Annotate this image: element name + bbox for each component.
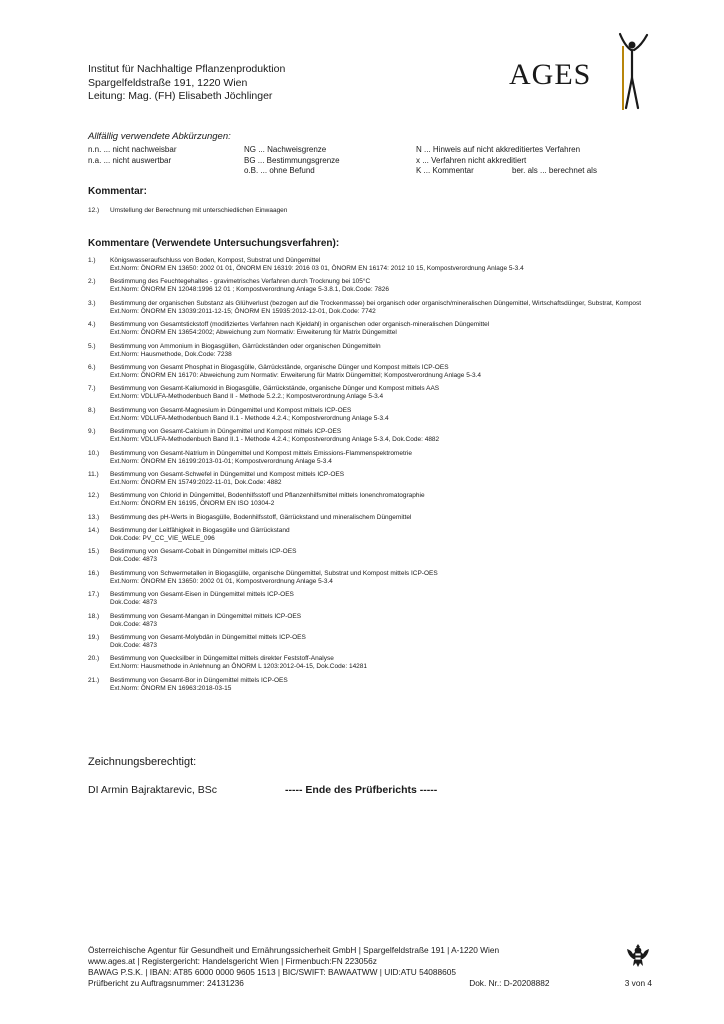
method-text — [110, 514, 688, 522]
method-num: 15.) — [88, 548, 100, 556]
abbr-item: x ... Verfahren nicht akkreditiert — [416, 155, 527, 165]
method-line: Bestimmung von Gesamt Phosphat in Biogasgülle, Gärrückstände, organische Dünger und Kompost mittels ICP-OES — [110, 363, 449, 371]
method-num: 2.) — [88, 278, 96, 286]
abbr-item: n.a. ... nicht auswertbar — [88, 155, 172, 165]
method-line: Königswasseraufschluss von Boden, Kompost, Substrat und Düngemittel — [110, 257, 321, 264]
method-num: 1.) — [88, 257, 96, 264]
abbr-item: o.B. ... ohne Befund — [244, 166, 315, 175]
method-line: Ext.Norm: Hausmethode in Anlehnung an ÖNORM L 1203:2012-04-15, Dok.Code: 14281 — [110, 663, 368, 671]
comment-title: Kommentar: — [88, 186, 147, 197]
footer-line-1: Österreichische Agentur für Gesundheit und Ernährungssicherheit GmbH | Spargelfeldstraße 191 | A-1220 Wien — [88, 945, 500, 955]
method-text — [110, 278, 688, 294]
method-line: Ext.Norm: ÖNORM EN 13039:2011-12-15; ÖNORM EN 15935:2012-12-01, Dok.Code: 7742 — [110, 307, 376, 315]
method-num: 13.) — [88, 513, 100, 521]
method-line: Bestimmung von Gesamtstickstoff (modifiziertes Verfahren nach Kjeldahl) in organischen oder organisch-mineralischen Düngemittel — [110, 321, 490, 329]
method-line: Ext.Norm: ÖNORM EN 13654:2002; Abweichung zum Normativ: Erweiterung für Matrix Düngemittel — [110, 329, 397, 337]
method-text — [110, 257, 688, 273]
footer — [88, 945, 688, 989]
method-line: Bestimmung von Gesamt-Bor in Düngemittel mittels ICP-OES — [110, 676, 288, 684]
method-item — [88, 570, 688, 586]
method-text — [110, 364, 688, 380]
footer-doc: Dok. Nr.: D-20208882 — [469, 978, 550, 988]
method-num: 16.) — [88, 569, 100, 577]
comment-text: Umstellung der Berechnung mit unterschiedlichen Einwaagen — [110, 207, 288, 214]
institute-head: Leitung: Mag. (FH) Elisabeth Jöchlinger — [88, 90, 273, 102]
method-line: Bestimmung von Quecksilber in Düngemittel mittels direkter Feststoff-Analyse — [110, 655, 334, 663]
method-text — [110, 591, 688, 607]
method-item — [88, 548, 688, 564]
method-text — [110, 385, 688, 401]
method-line: Bestimmung von Gesamt-Eisen in Düngemittel mittels ICP-OES — [110, 591, 294, 599]
method-line: Bestimmung von Gesamt-Natrium in Düngemittel und Kompost mittels Emissions-Flammenspektrometrie — [110, 449, 412, 457]
institute-header — [88, 63, 285, 104]
method-line: Bestimmung des Feuchtegehaltes - gravimetrisches Verfahren durch Trocknung bei 105°C — [110, 278, 371, 286]
method-num: 5.) — [88, 342, 96, 350]
methods-list — [88, 257, 688, 698]
method-num: 4.) — [88, 321, 96, 329]
method-line: Ext.Norm: ÖNORM EN 16199:2013-01-01; Kompostverordnung Anlage 5-3.4 — [110, 457, 332, 465]
method-item — [88, 428, 688, 444]
method-text — [110, 321, 688, 337]
method-text — [110, 570, 688, 586]
institute-name: Institut für Nachhaltige Pflanzenproduktion — [88, 63, 286, 75]
abbr-item: N ... Hinweis auf nicht akkreditiertes Verfahren — [416, 145, 581, 154]
method-num: 14.) — [88, 527, 100, 535]
ages-logo — [505, 32, 650, 112]
method-line: Bestimmung von Gesamt-Calcium in Düngemittel und Kompost mittels ICP-OES — [110, 428, 342, 436]
method-num: 6.) — [88, 363, 96, 371]
method-item — [88, 613, 688, 629]
method-num: 10.) — [88, 449, 100, 457]
method-line: Dok.Code: 4873 — [110, 556, 157, 564]
method-item — [88, 634, 688, 650]
method-line: Ext.Norm: ÖNORM EN 13650: 2002 01 01, ÖNORM EN 16319: 2016 03 01, ÖNORM EN 16174: 2012 10 15, Kompostverordnung Anlage 5-3.4 — [110, 265, 524, 272]
abbreviations-title: Allfällig verwendete Abkürzungen: — [88, 131, 231, 142]
method-item — [88, 450, 688, 466]
method-text — [110, 300, 688, 316]
footer-line-2: www.ages.at | Registergericht: Handelsgericht Wien | Firmenbuch:FN 223056z — [88, 956, 377, 966]
method-text — [110, 428, 688, 444]
method-item — [88, 591, 688, 607]
footer-line-4 — [88, 978, 688, 989]
institute-address: Spargelfeldstraße 191, 1220 Wien — [88, 76, 248, 89]
method-num: 18.) — [88, 612, 100, 620]
method-line: Bestimmung von Gesamt-Kaliumoxid in Biogasgülle, Gärrückstände, organische Dünger und Kompost mittels AAS — [110, 385, 440, 393]
method-line: Bestimmung des pH-Werts in Biogasgülle, Bodenhilfsstoff, Gärrückstand und mineralischem Düngemittel — [110, 513, 412, 521]
methods-title: Kommentare (Verwendete Untersuchungsverfahren): — [88, 238, 340, 249]
method-line: Bestimmung von Gesamt-Mangan in Düngemittel mittels ICP-OES — [110, 612, 302, 620]
method-line: Ext.Norm: VDLUFA-Methodenbuch Band II - Methode 5.2.2.; Kompostverordnung Anlage 5-3.4 — [110, 393, 384, 401]
method-text — [110, 548, 688, 564]
method-line: Dok.Code: 4873 — [110, 599, 157, 607]
method-item — [88, 278, 688, 294]
method-item — [88, 364, 688, 380]
method-item — [88, 471, 688, 487]
method-text — [110, 471, 688, 487]
comment-item — [88, 207, 287, 214]
method-item — [88, 257, 688, 273]
method-line: Ext.Norm: ÖNORM EN 12048:1996 12 01 ; Kompostverordnung Anlage 5-3.8.1, Dok.Code: 7826 — [110, 286, 389, 294]
method-line: Ext.Norm: ÖNORM EN 15749:2022-11-01, Dok.Code: 4882 — [110, 478, 282, 486]
method-line: Bestimmung von Ammonium in Biogasgüllen, Gärrückständen oder organischen Düngemitteln — [110, 342, 381, 350]
method-line: Bestimmung der organischen Substanz als Glühverlust (bezogen auf die Trockenmasse) bei organisch oder organisch/mineralischen Düngemittel, Wirtschaftsdünger, Substrat, Kompost — [110, 299, 642, 307]
abbr-item: NG ... Nachweisgrenze — [244, 145, 327, 154]
method-num: 9.) — [88, 428, 96, 436]
footer-order: Prüfbericht zu Auftragsnummer: 24131236 — [88, 978, 244, 988]
austria-eagle-icon — [625, 941, 651, 969]
abbr-col-2 — [244, 145, 340, 177]
method-item — [88, 343, 688, 359]
method-item — [88, 385, 688, 401]
signature-name: DI Armin Bajraktarevic, BSc — [88, 784, 217, 796]
method-line: Ext.Norm: VDLUFA-Methodenbuch Band II.1 - Methode 4.2.4.; Kompostverordnung Anlage 5-3.4 — [110, 414, 389, 422]
method-text — [110, 655, 688, 671]
method-line: Ext.Norm: ÖNORM EN 16195, ÖNORM EN ISO 10304-2 — [110, 500, 275, 508]
figure-icon — [620, 34, 647, 108]
method-text — [110, 450, 688, 466]
method-text — [110, 527, 688, 543]
method-num: 21.) — [88, 676, 100, 684]
signature-label: Zeichnungsberechtigt: — [88, 756, 197, 768]
method-line: Ext.Norm: Hausmethode, Dok.Code: 7238 — [110, 350, 232, 358]
method-line: Bestimmung von Gesamt-Molybdän in Düngemittel mittels ICP-OES — [110, 634, 306, 642]
method-line: Bestimmung der Leitfähigkeit in Biogasgülle und Gärrückstand — [110, 527, 290, 535]
abbr-col-1 — [88, 145, 177, 166]
method-text — [110, 343, 688, 359]
abbr-col-4: ber. als ... berechnet als — [512, 166, 597, 175]
report-end: ----- Ende des Prüfberichts ----- — [285, 784, 438, 796]
method-line: Ext.Norm: ÖNORM EN 13650: 2002 01 01, Kompostverordnung Anlage 5-3.4 — [110, 577, 333, 585]
method-line: Ext.Norm: ÖNORM EN 16963:2018-03-15 — [110, 684, 232, 692]
method-text — [110, 634, 688, 650]
method-num: 12.) — [88, 492, 100, 500]
method-line: Bestimmung von Gesamt-Cobalt in Düngemittel mittels ICP-OES — [110, 548, 297, 556]
method-item — [88, 677, 688, 693]
method-text — [110, 677, 688, 693]
abbr-item: n.n. ... nicht nachweisbar — [88, 145, 177, 154]
method-num: 8.) — [88, 406, 96, 414]
method-text — [110, 407, 688, 423]
comment-num: 12.) — [88, 207, 100, 214]
method-num: 17.) — [88, 591, 100, 599]
method-item — [88, 514, 688, 522]
method-line: Ext.Norm: VDLUFA-Methodenbuch Band II.1 - Methode 4.2.4.; Kompostverordnung Anlage 5-3.4, Dok.Code: 4882 — [110, 436, 440, 444]
method-item — [88, 492, 688, 508]
method-line: Dok.Code: 4873 — [110, 642, 157, 650]
method-line: Dok.Code: PV_CC_VIE_WELE_096 — [110, 535, 215, 543]
method-text — [110, 613, 688, 629]
logo-text: AGES — [509, 58, 592, 91]
method-line: Bestimmung von Gesamt-Magnesium in Düngemittel und Kompost mittels ICP-OES — [110, 406, 352, 414]
method-line: Bestimmung von Schwermetallen in Biogasgülle, organische Düngemittel, Substrat und Kompost mittels ICP-OES — [110, 569, 438, 577]
method-num: 11.) — [88, 470, 99, 478]
method-num: 19.) — [88, 634, 100, 642]
method-line: Dok.Code: 4873 — [110, 620, 157, 628]
footer-page: 3 von 4 — [624, 978, 652, 988]
method-num: 20.) — [88, 655, 100, 663]
footer-line-3: BAWAG P.S.K. | IBAN: AT85 6000 0000 9605 1513 | BIC/SWIFT: BAWAATWW | UID:ATU 54088605 — [88, 967, 456, 977]
method-line: Bestimmung von Gesamt-Schwefel in Düngemittel und Kompost mittels ICP-OES — [110, 470, 345, 478]
method-item — [88, 655, 688, 671]
method-item — [88, 321, 688, 337]
method-text — [110, 492, 688, 508]
method-num: 7.) — [88, 385, 96, 393]
method-num: 3.) — [88, 299, 96, 307]
method-line: Ext.Norm: ÖNORM EN 16170: Abweichung zum Normativ: Erweiterung für Matrix Düngemittel; Kompostverordnung Anlage 5-3.4 — [110, 371, 482, 379]
abbr-item: BG ... Bestimmungsgrenze — [244, 155, 340, 165]
abbr-item: K ... Kommentar — [416, 166, 474, 175]
method-item — [88, 300, 688, 316]
method-item — [88, 527, 688, 543]
method-item — [88, 407, 688, 423]
method-line: Bestimmung von Chlorid in Düngemittel, Bodenhilfsstoff und Pflanzenhilfsmittel mittels Ionenchromatographie — [110, 492, 425, 500]
